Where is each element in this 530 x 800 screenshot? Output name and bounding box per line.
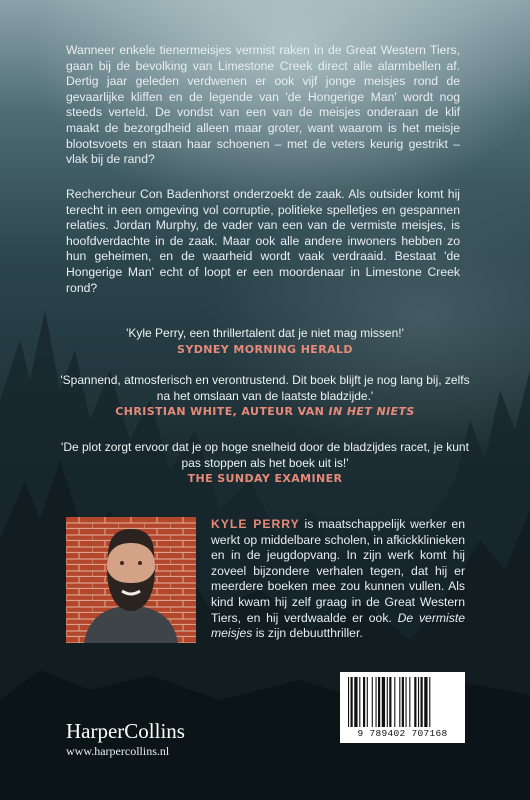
quote-text: 'Kyle Perry, een thrillertalent dat je niet mag missen!' [126,326,404,340]
review-quote-3 [60,440,470,486]
barcode-bar [429,677,430,727]
barcode-bar [367,677,368,727]
barcode-bar [348,677,349,727]
author-bio [211,517,465,642]
author-name: KYLE PERRY [211,517,300,531]
barcode-bars [348,677,456,727]
blurb-paragraph-1: Wanneer enkele tienermeisjes vermist raken in de Great Western Tiers, gaan bij de bevolking van Limestone Creek direct alle alarmbellen af. Dertig jaar geleden verdwenen er ook vijf jonge meisjes rond de gevaarlijke kliffen en de legende van 'de Hongerige Man' wordt nog steeds verteld. De vondst van een van de meisjes onderaan de klif maakt de bezorgdheid alleen maar groter, want waarom is het meisje blootsvoets en staan haar schoenen – met de veters keurig gestrikt – vlak bij de rand? [66,43,460,167]
author-bio-text-2: is zijn debuutthriller. [252,626,363,641]
barcode-bar [418,677,419,727]
publisher-url: www.harpercollins.nl [66,744,170,758]
quote-source: SYDNEY MORNING HERALD [177,342,353,356]
isbn-barcode [340,672,465,743]
quote-text: 'De plot zorgt ervoor dat je op hoge snelheid door de bladzijdes racet, je kunt pas stoppen als het boek uit is!' [61,440,469,470]
barcode-bar [376,677,377,727]
barcode-bar [394,677,395,727]
quote-text: 'Spannend, atmosferisch en verontrustend. Dit boek blijft je nog lang bij, zelfs na het omslaan van de laatste bladzijde.' [60,373,470,403]
barcode-bar [421,677,423,727]
barcode-bar [382,677,385,727]
barcode-number: 9 789402 707168 [357,728,448,739]
quote-source-author: CHRISTIAN WHITE, AUTEUR VAN [115,405,329,418]
barcode-bar [399,677,400,727]
barcode-bar [402,677,404,727]
review-quote-1 [60,326,470,357]
author-bio-book-title: De vermiste meisjes [211,610,465,641]
publisher-logo: HarperCollins [66,719,185,743]
barcode-bar [387,677,388,727]
barcode-bar [389,677,391,727]
quote-source [60,404,470,419]
author-photo [66,517,196,643]
barcode-bar [372,677,373,727]
barcode-bar [424,677,427,727]
barcode-bar [351,677,353,727]
quote-source-book-title: IN HET NIETS [328,405,415,418]
barcode-bar [414,677,416,727]
author-bio-text-1: is maatschappelijk werker en werkt op middelbare scholen, in afkickklinieken en in de jeugdopvang. In zijn werk komt hij zoveel bijzondere verhalen tegen, dat hij er meerdere boeken mee zou kunnen vullen. Als kind kwam hij zelf graag in de Great Western Tiers, en hij verdwaalde er ook. [211,517,465,625]
barcode-bar [359,677,360,727]
author-portrait-illustration [66,517,196,643]
quote-source: THE SUNDAY EXAMINER [187,472,343,485]
barcode-bar [409,677,410,727]
barcode-bar [378,677,380,727]
review-quote-2 [60,373,470,419]
barcode-bar [354,677,357,727]
blurb-paragraph-2: Rechercheur Con Badenhorst onderzoekt de zaak. Als outsider komt hij terecht in een omgeving vol corruptie, politieke spelletjes en gespannen relaties. Jordan Murphy, de vader van een van de vermiste meisjes, is hoofdverdachte in de zaak. Maar ook alle andere inwoners hebben zo hun geheimen, en de waarheid wordt vaak verdraaid. Bestaat 'de Hongerige Man' echt of loopt er een moordenaar in Limestone Creek rond? [66,187,460,295]
barcode-bar [363,677,365,727]
barcode-bar [406,677,407,727]
